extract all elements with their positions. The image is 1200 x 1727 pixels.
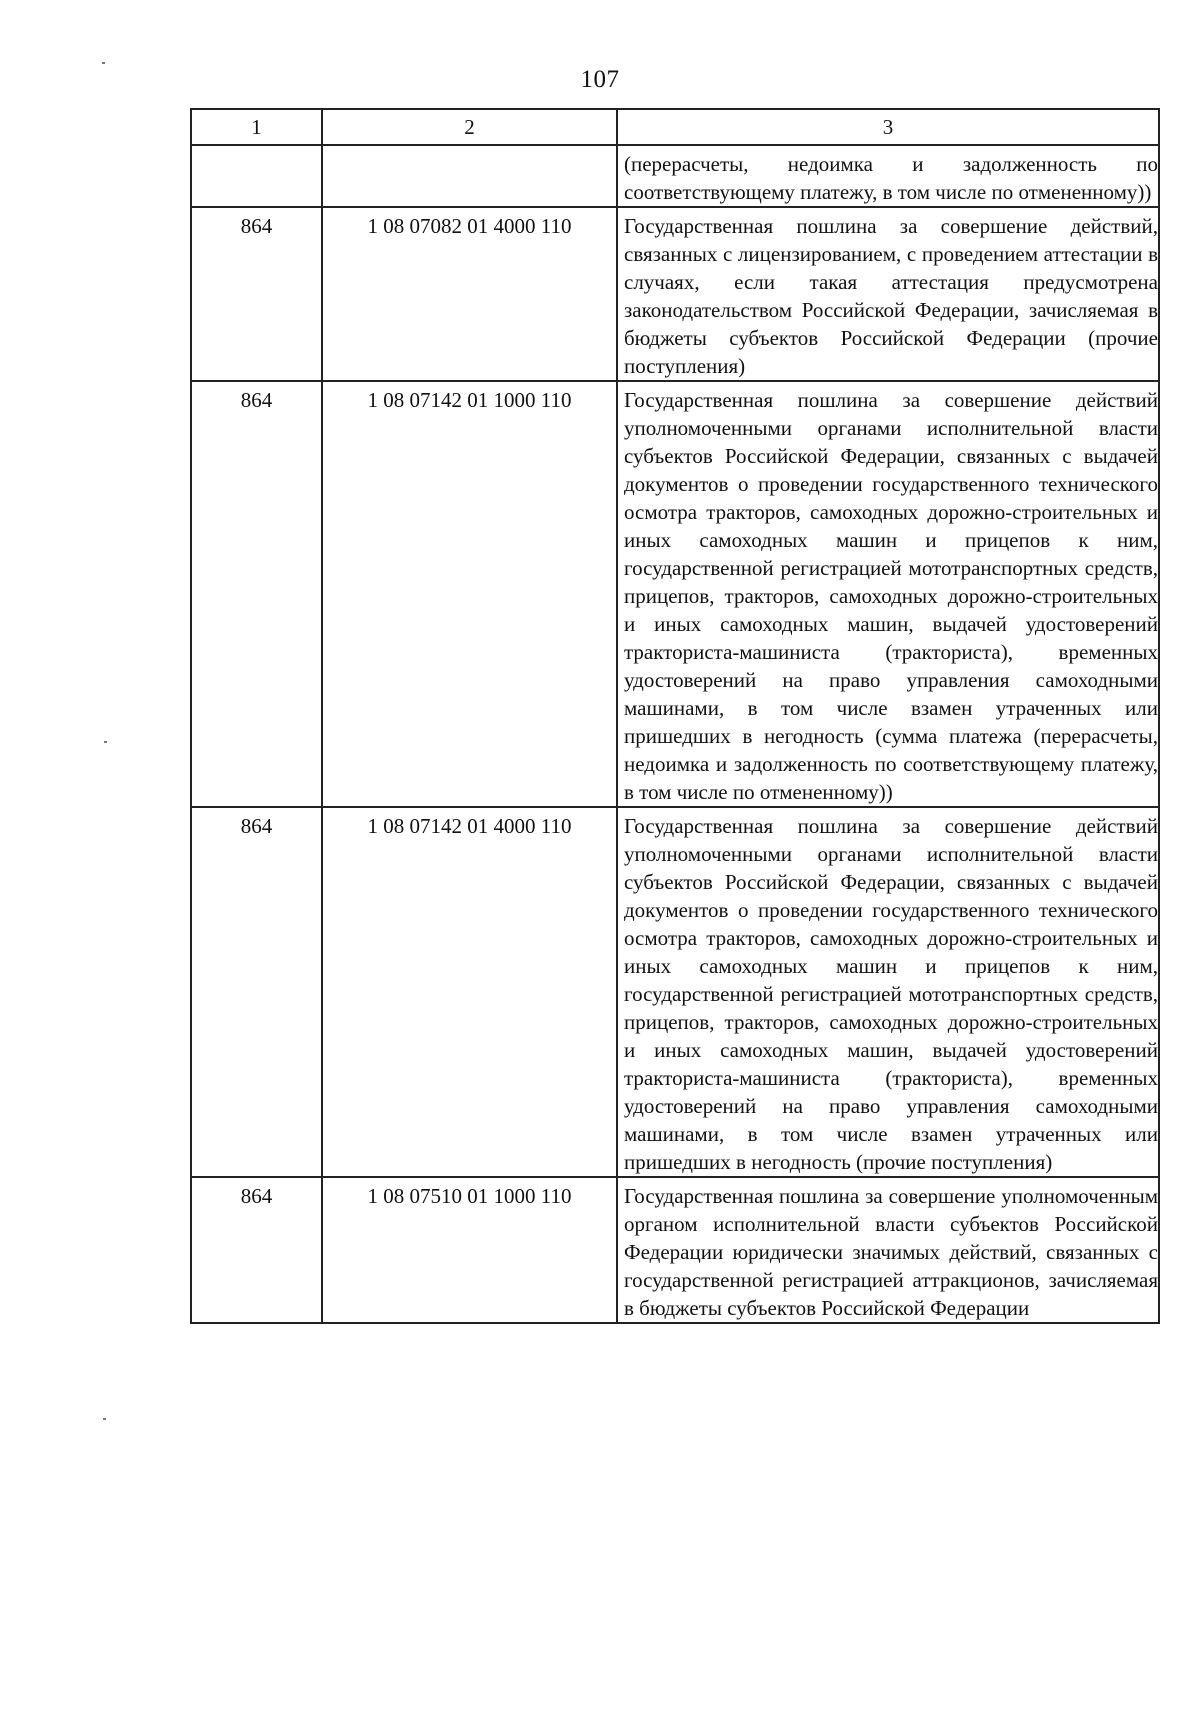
column-header-2: 2 xyxy=(322,109,617,145)
revenue-description-cell: Государственная пошлина за совершение действий уполномоченными органами исполнительной власти субъектов Российской Федерации, связанных с выдачей документов о проведении государственного технического осмотра тракторов, самоходных дорожно-строительных и иных самоходных машин и прицепов к ним, государственной регистрацией мототранспортных средств, прицепов, тракторов, самоходных дорожно-строительных и иных самоходных машин, выдачей удостоверений тракториста-машиниста (тракториста), временных удостоверений на право управления самоходными машинами, в том числе взамен утраченных или пришедших в негодность (прочие поступления) xyxy=(617,807,1159,1177)
revenue-description-cell: (перерасчеты, недоимка и задолженность по соответствующему платежу, в том числе по отмененному)) xyxy=(617,145,1159,207)
revenue-description-cell: Государственная пошлина за совершение действий, связанных с лицензированием, с проведением аттестации в случаях, если такая аттестация предусмотрена законодательством Российской Федерации, зачисляемая в бюджеты субъектов Российской Федерации (прочие поступления) xyxy=(617,207,1159,381)
column-header-3: 3 xyxy=(617,109,1159,145)
table-row xyxy=(191,207,1159,381)
administrator-code-cell: 864 xyxy=(191,381,322,807)
administrator-code-cell: 864 xyxy=(191,1177,322,1323)
table-header-row xyxy=(191,109,1159,145)
budget-classification-code-cell: 1 08 07082 01 4000 110 xyxy=(322,207,617,381)
scan-speck xyxy=(103,1418,106,1420)
budget-classification-code-cell: 1 08 07142 01 1000 110 xyxy=(322,381,617,807)
revenue-description-cell: Государственная пошлина за совершение уполномоченным органом исполнительной власти субъектов Российской Федерации юридически значимых действий, связанных с государственной регистрацией аттракционов, зачисляемая в бюджеты субъектов Российской Федерации xyxy=(617,1177,1159,1323)
budget-classification-code-cell: 1 08 07142 01 4000 110 xyxy=(322,807,617,1177)
administrator-code-cell xyxy=(191,145,322,207)
administrator-code-cell: 864 xyxy=(191,207,322,381)
budget-classification-code-cell xyxy=(322,145,617,207)
scan-speck xyxy=(104,741,107,743)
scan-speck xyxy=(102,62,105,64)
column-header-1: 1 xyxy=(191,109,322,145)
page-number: 107 xyxy=(580,66,620,93)
budget-code-table xyxy=(190,108,1160,1324)
table-row xyxy=(191,381,1159,807)
revenue-description-cell: Государственная пошлина за совершение действий уполномоченными органами исполнительной власти субъектов Российской Федерации, связанных с выдачей документов о проведении государственного технического осмотра тракторов, самоходных дорожно-строительных и иных самоходных машин и прицепов к ним, государственной регистрацией мототранспортных средств, прицепов, тракторов, самоходных дорожно-строительных и иных самоходных машин, выдачей удостоверений тракториста-машиниста (тракториста), временных удостоверений на право управления самоходными машинами, в том числе взамен утраченных или пришедших в негодность (сумма платежа (перерасчеты, недоимка и задолженность по соответствующему платежу, в том числе по отмененному)) xyxy=(617,381,1159,807)
table-row xyxy=(191,1177,1159,1323)
table-row xyxy=(191,807,1159,1177)
budget-classification-code-cell: 1 08 07510 01 1000 110 xyxy=(322,1177,617,1323)
administrator-code-cell: 864 xyxy=(191,807,322,1177)
table-row xyxy=(191,145,1159,207)
